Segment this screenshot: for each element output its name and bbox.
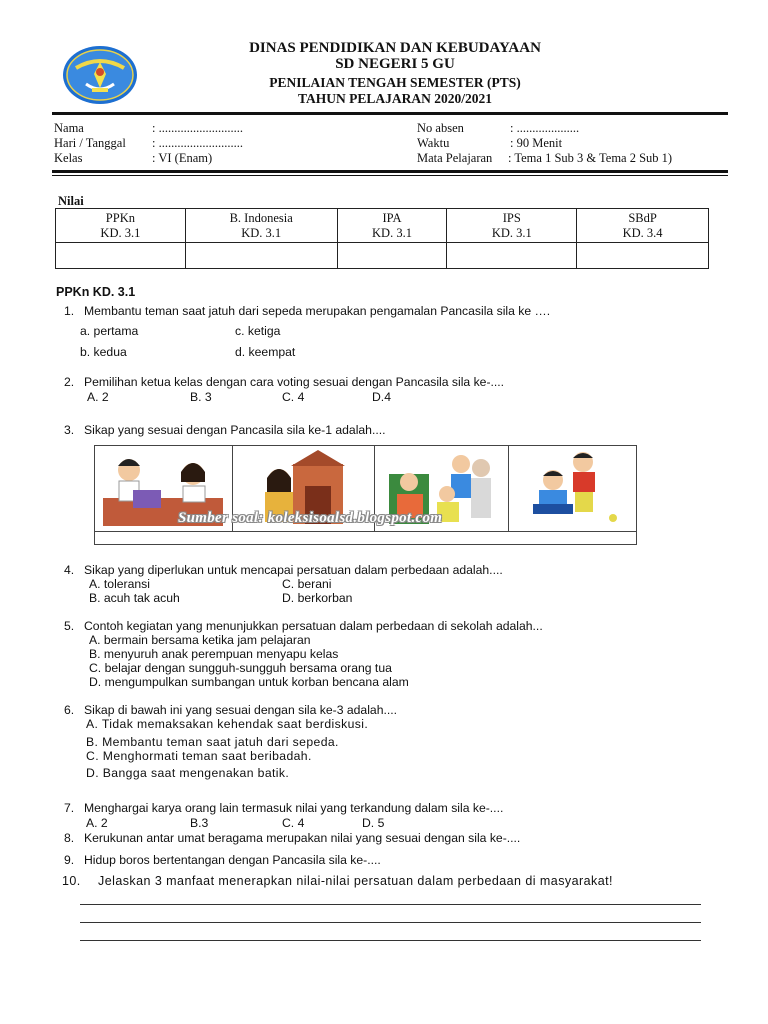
q4-number: 4. (64, 563, 75, 577)
q1-number: 1. (64, 304, 75, 318)
mapel-value: : Tema 1 Sub 3 & Tema 2 Sub 1) (508, 151, 673, 165)
grades-table (55, 208, 709, 269)
q10-number: 10. (62, 874, 81, 888)
info-rule-thin (52, 175, 728, 176)
q4-option-a[interactable]: A. toleransi (89, 577, 150, 591)
answer-line-2[interactable] (80, 922, 701, 923)
q7-option-c[interactable]: C. 4 (282, 816, 305, 830)
q9-number: 9. (64, 853, 75, 867)
nama-value: : ........................... (152, 121, 243, 135)
q1-option-c[interactable]: c. ketiga (235, 324, 281, 338)
q7-option-d[interactable]: D. 5 (362, 816, 385, 830)
q10-text: Jelaskan 3 manfaat menerapkan nilai-nilai persatuan dalam perbedaan di masyarakat! (98, 874, 613, 888)
q2-number: 2. (64, 375, 75, 389)
nama-label: Nama (54, 121, 84, 135)
q4-option-b[interactable]: B. acuh tak acuh (89, 591, 180, 605)
q6-option-a[interactable]: A. Tidak memaksakan kehendak saat berdiskusi. (86, 717, 369, 731)
info-rule (52, 170, 728, 173)
grade-header-ipa: IPA KD. 3.1 (337, 209, 447, 243)
header-year: TAHUN PELAJARAN 2020/2021 (297, 91, 492, 106)
q5-number: 5. (64, 619, 75, 633)
tut-wuri-handayani-logo (62, 44, 138, 106)
grade-cell-ips[interactable] (447, 243, 577, 269)
hari-value: : ........................... (152, 136, 243, 150)
q4-option-d[interactable]: D. berkorban (282, 591, 353, 605)
mapel-label: Mata Pelajaran (417, 151, 493, 165)
header-agency: DINAS PENDIDIKAN DAN KEBUDAYAAN (249, 40, 541, 56)
q3-text: Sikap yang sesuai dengan Pancasila sila ke-1 adalah.... (84, 423, 386, 437)
q5-option-c[interactable]: C. belajar dengan sungguh-sungguh bersama orang tua (89, 661, 392, 675)
grade-cell-ppkn[interactable] (56, 243, 186, 269)
hari-label: Hari / Tanggal (54, 136, 126, 150)
q5-option-b[interactable]: B. menyuruh anak perempuan menyapu kelas (89, 647, 339, 661)
q3-picture-helping-friend[interactable] (509, 446, 637, 531)
header-rule (52, 112, 728, 115)
q8-number: 8. (64, 831, 75, 845)
q1-text: Membantu teman saat jatuh dari sepeda merupakan pengamalan Pancasila sila ke …. (84, 304, 551, 318)
waktu-value: : 90 Menit (510, 136, 563, 150)
q3-picture-strip (94, 445, 637, 545)
section-title: PPKn KD. 3.1 (56, 285, 136, 299)
q7-option-b[interactable]: B.3 (190, 816, 209, 830)
q5-option-a[interactable]: A. bermain bersama ketika jam pelajaran (89, 633, 311, 647)
q4-text: Sikap yang diperlukan untuk mencapai persatuan dalam perbedaan adalah.... (84, 563, 503, 577)
q1-option-d[interactable]: d. keempat (235, 345, 296, 359)
q4-option-c[interactable]: C. berani (282, 577, 332, 591)
q7-text: Menghargai karya orang lain termasuk nilai yang terkandung dalam sila ke-.... (84, 801, 504, 815)
header-school: SD NEGERI 5 GU (335, 56, 455, 72)
q2-option-d[interactable]: D.4 (372, 390, 391, 404)
q6-option-c[interactable]: C. Menghormati teman saat beribadah. (86, 749, 312, 763)
q7-number: 7. (64, 801, 75, 815)
q8-text: Kerukunan antar umat beragama merupakan nilai yang sesuai dengan sila ke-.... (84, 831, 521, 845)
q7-option-a[interactable]: A. 2 (86, 816, 108, 830)
q6-number: 6. (64, 703, 75, 717)
q2-option-a[interactable]: A. 2 (87, 390, 109, 404)
q3-number: 3. (64, 423, 75, 437)
grade-cell-ipa[interactable] (337, 243, 447, 269)
q2-option-b[interactable]: B. 3 (190, 390, 212, 404)
q6-text: Sikap di bawah ini yang sesuai dengan sila ke-3 adalah.... (84, 703, 398, 717)
watermark-text: Sumber soal: koleksisoalsd.blogspot.com (178, 510, 443, 526)
q2-text: Pemilihan ketua kelas dengan cara voting sesuai dengan Pancasila sila ke-.... (84, 375, 505, 389)
grade-header-bindonesia: B. Indonesia KD. 3.1 (185, 209, 337, 243)
q5-option-d[interactable]: D. mengumpulkan sumbangan untuk korban bencana alam (89, 675, 409, 689)
header-exam: PENILAIAN TENGAH SEMESTER (PTS) (269, 75, 521, 90)
answer-line-1[interactable] (80, 904, 701, 905)
q1-option-a[interactable]: a. pertama (80, 324, 139, 338)
grade-cell-bindonesia[interactable] (185, 243, 337, 269)
grade-header-ips: IPS KD. 3.1 (447, 209, 577, 243)
grade-cell-sbdp[interactable] (577, 243, 709, 269)
q2-option-c[interactable]: C. 4 (282, 390, 305, 404)
absen-label: No absen (417, 121, 464, 135)
answer-line-3[interactable] (80, 940, 701, 941)
q6-option-b[interactable]: B. Membantu teman saat jatuh dari sepeda. (86, 735, 339, 749)
q6-option-d[interactable]: D. Bangga saat mengenakan batik. (86, 766, 290, 780)
q1-option-b[interactable]: b. kedua (80, 345, 127, 359)
grade-header-sbdp: SBdP KD. 3.4 (577, 209, 709, 243)
kelas-value: : VI (Enam) (152, 151, 213, 165)
q5-text: Contoh kegiatan yang menunjukkan persatuan dalam perbedaan di sekolah adalah... (84, 619, 543, 633)
grade-header-ppkn: PPKn KD. 3.1 (56, 209, 186, 243)
picture-strip-divider (95, 531, 636, 532)
absen-value: : .................... (510, 121, 580, 135)
kelas-label: Kelas (54, 151, 83, 165)
waktu-label: Waktu (417, 136, 450, 150)
q9-text: Hidup boros bertentangan dengan Pancasila sila ke-.... (84, 853, 381, 867)
nilai-label: Nilai (58, 194, 84, 208)
